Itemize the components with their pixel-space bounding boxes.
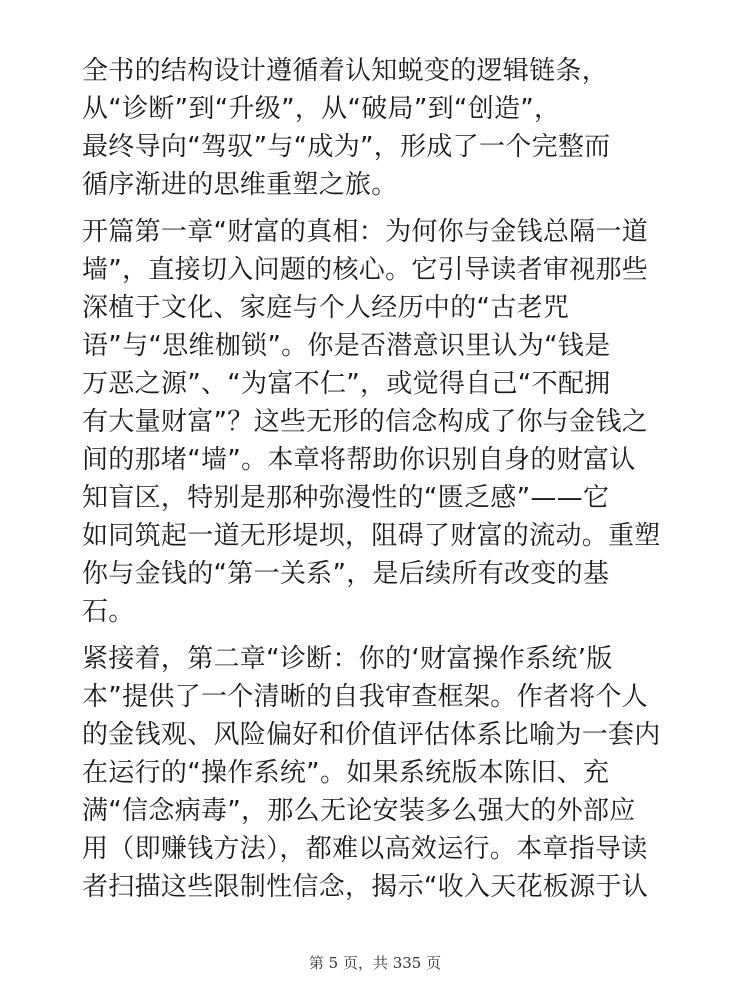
text-line: 开篇第一章“财富的真相：为何你与金钱总隔一道	[82, 217, 649, 247]
text-line: 本”提供了一个清晰的自我审查框架。作者将个人	[82, 682, 649, 712]
document-body	[82, 52, 682, 915]
paragraph-chapter-two	[82, 640, 682, 906]
text-line: 间的那堵“墙”。本章将帮助你识别自身的财富认	[82, 445, 636, 475]
text-line: 从“诊断”到“升级”，从“破局”到“创造”，	[82, 94, 561, 124]
text-line: 知盲区，特别是那种弥漫性的“匮乏感”——它	[82, 483, 610, 513]
text-line: 循序渐进的思维重塑之旅。	[82, 170, 398, 200]
text-line: 紧接着，第二章“诊断：你的‘财富操作系统’版	[82, 644, 613, 674]
text-line: 最终导向“驾驭”与“成为”，形成了一个完整而	[82, 132, 611, 162]
paragraph-chapter-one	[82, 213, 682, 631]
text-line: 满“信念病毒”，那么无论安装多么强大的外部应	[82, 796, 636, 826]
paragraph-intro	[82, 52, 682, 204]
text-line: 的金钱观、风险偏好和价值评估体系比喻为一套内	[82, 720, 661, 750]
text-line: 者扫描这些限制性信念，揭示“收入天花板源于认	[82, 872, 649, 902]
text-line: 如同筑起一道无形堤坝，阻碍了财富的流动。重塑	[82, 521, 661, 551]
text-line: 在运行的“操作系统”。如果系统版本陈旧、充	[82, 758, 610, 788]
text-line: 深植于文化、家庭与个人经历中的“古老咒	[82, 293, 570, 323]
page-number-footer: 第 5 页，共 335 页	[308, 954, 442, 972]
text-line: 有大量财富”？这些无形的信念构成了你与金钱之	[82, 407, 649, 437]
text-line: 石。	[82, 597, 135, 627]
text-line: 墙”，直接切入问题的核心。它引导读者审视那些	[82, 255, 649, 285]
text-line: 万恶之源”、“为富不仁”，或觉得自己“不配拥	[82, 369, 611, 399]
text-line: 你与金钱的“第一关系”，是后续所有改变的基	[82, 559, 610, 589]
text-line: 语”与“思维枷锁”。你是否潜意识里认为“钱是	[82, 331, 611, 361]
text-line: 全书的结构设计遵循着认知蜕变的逻辑链条，	[82, 56, 609, 86]
text-line: 用（即赚钱方法），都难以高效运行。本章指导读	[82, 834, 648, 864]
